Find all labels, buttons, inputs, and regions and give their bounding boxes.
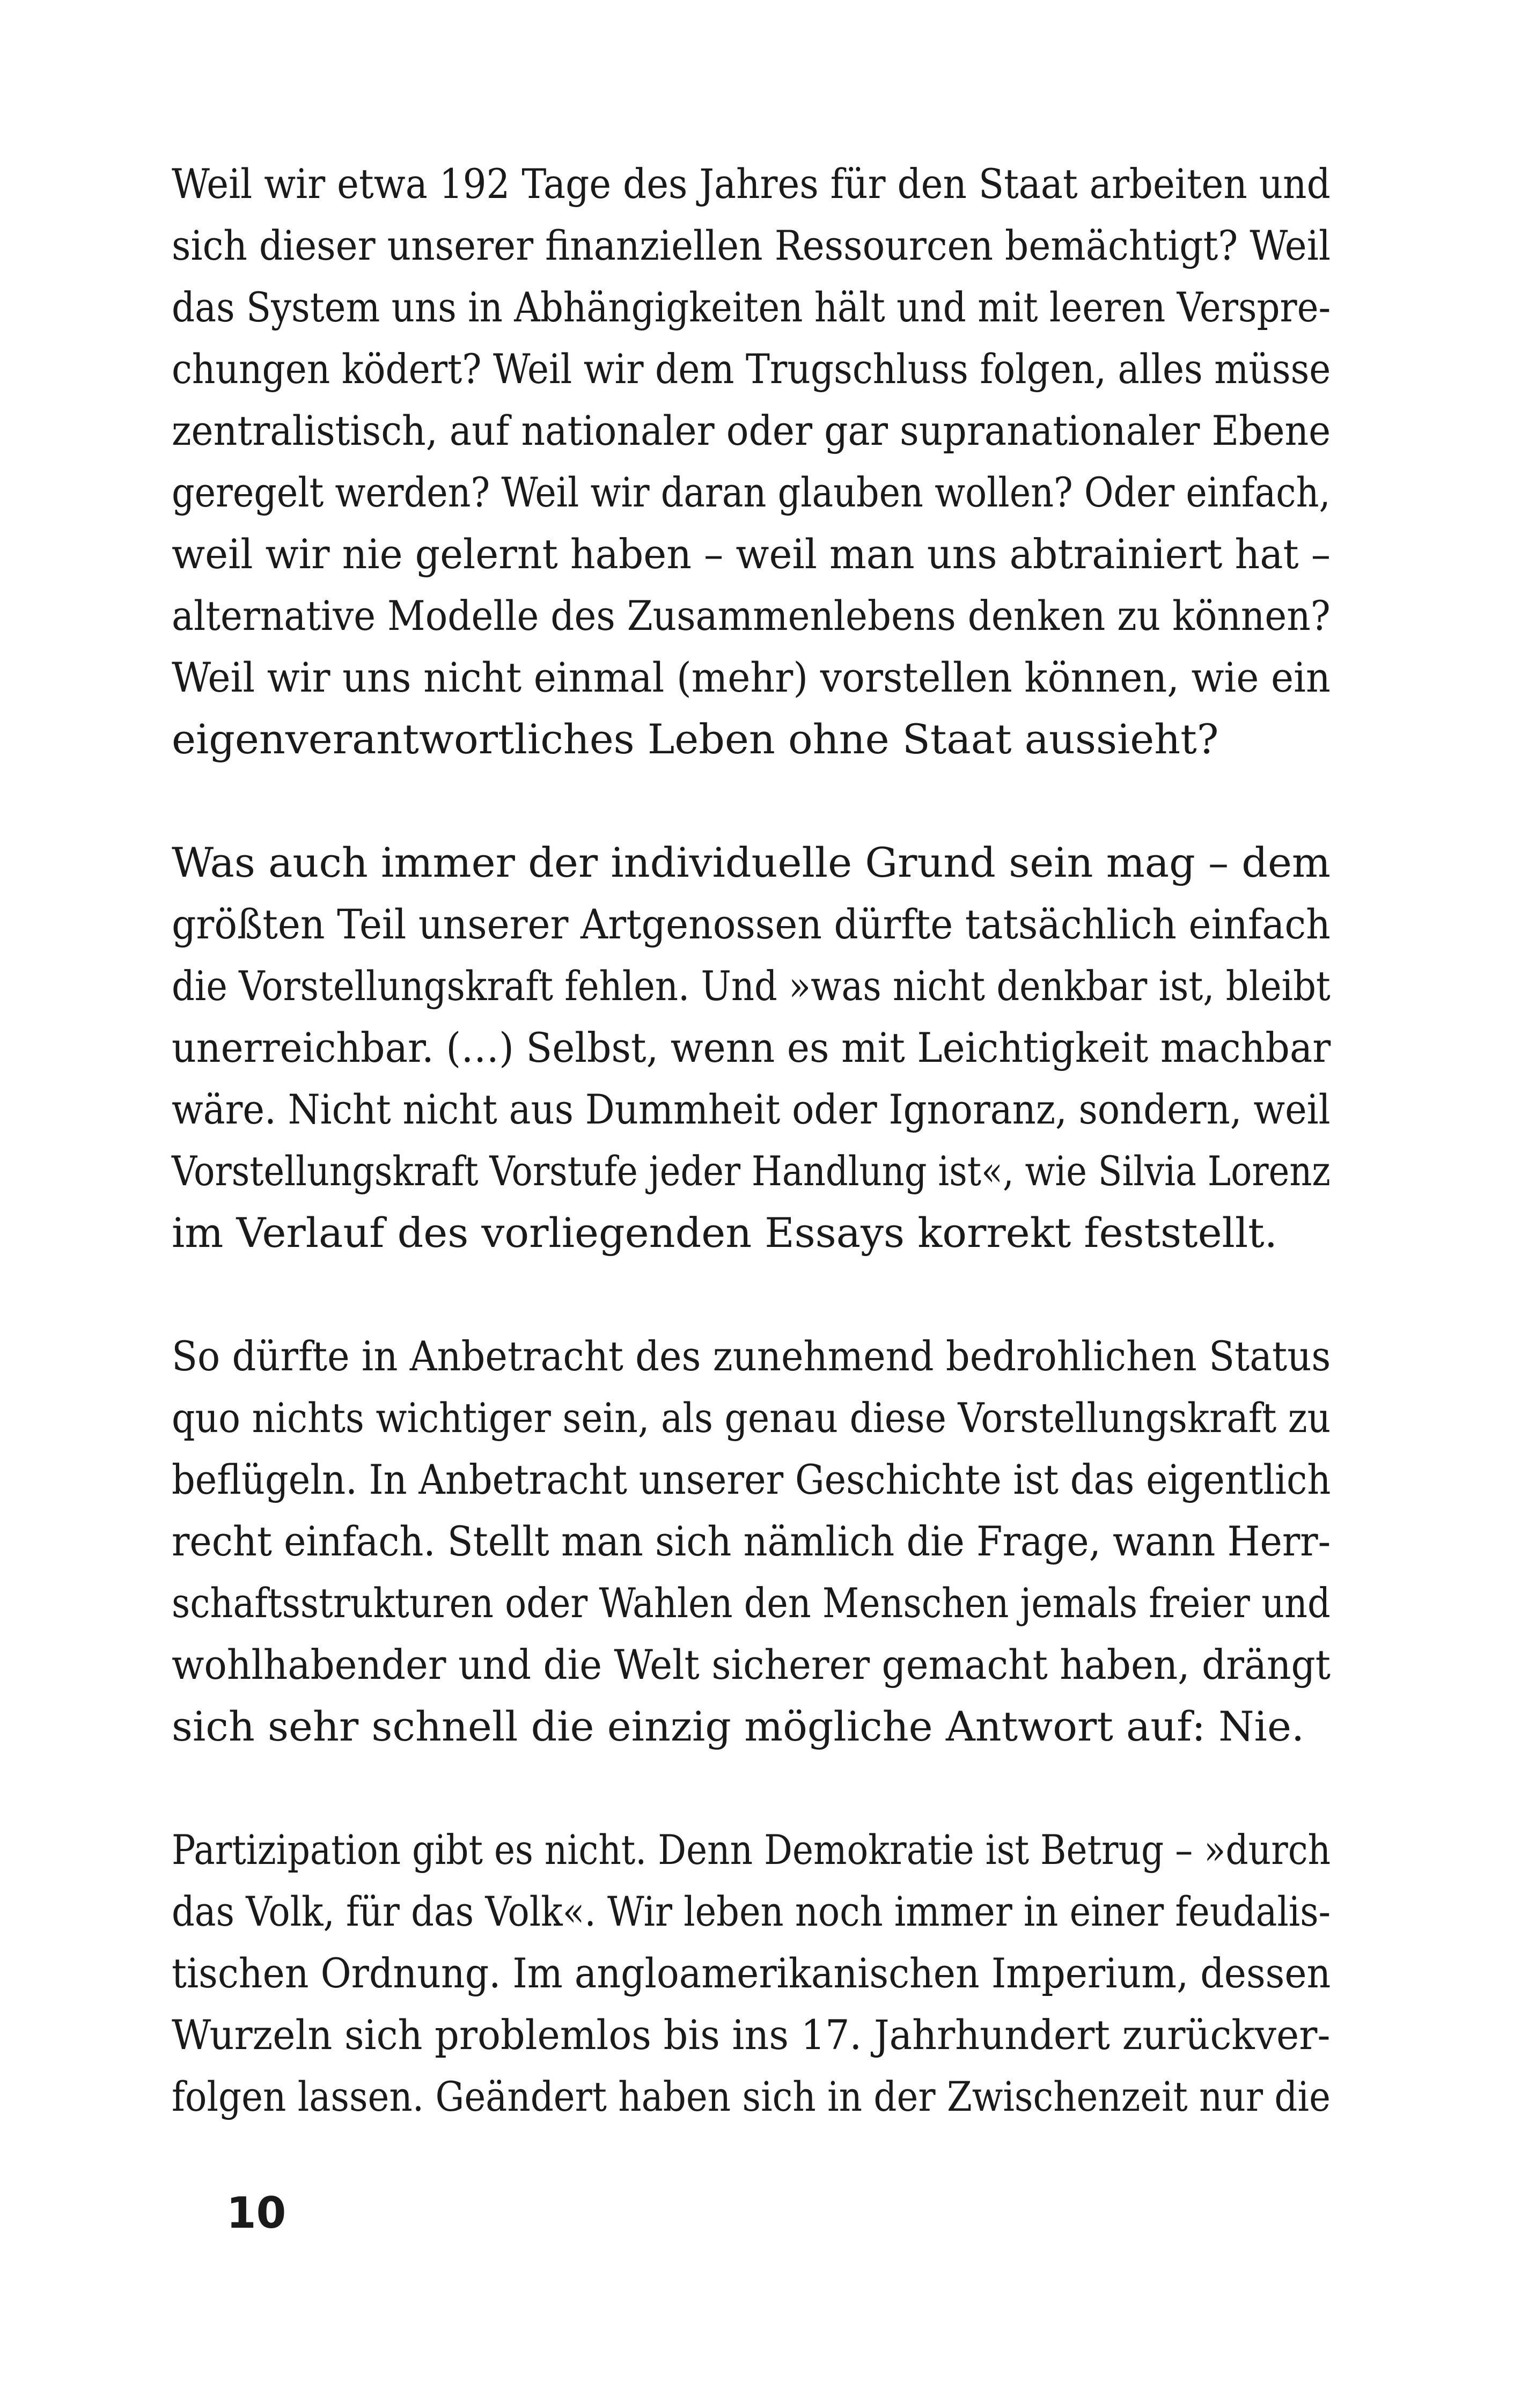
paragraph-1 (172, 153, 1331, 770)
paragraph-spacer (172, 1757, 1331, 1819)
paragraph-spacer (172, 1264, 1331, 1325)
text-line: chungen ködert? Weil wir dem Trugschluss folgen, alles müsse (172, 345, 1331, 393)
paragraph-3 (172, 1325, 1331, 1757)
text-line: sich sehr schnell die einzig mögliche Antwort auf: Nie. (172, 1702, 1305, 1750)
text-line: zentralistisch, auf nationaler oder gar supranationaler Ebene (172, 407, 1331, 454)
text-line: quo nichts wichtiger sein, als genau diese Vorstellungskraft zu (172, 1394, 1331, 1442)
text-line: schaftsstrukturen oder Wahlen den Menschen jemals freier und (172, 1579, 1331, 1627)
text-line: tischen Ordnung. Im angloamerikanischen Imperium, dessen (172, 1949, 1331, 1997)
text-line: geregelt werden? Weil wir daran glauben wollen? Oder einfach, (172, 468, 1331, 516)
text-line: Was auch immer der individuelle Grund sein mag – dem (172, 839, 1331, 886)
text-line: alternative Modelle des Zusammenlebens denken zu können? (172, 592, 1331, 640)
text-line: wäre. Nicht nicht aus Dummheit oder Ignoranz, sondern, weil (172, 1085, 1331, 1133)
text-line: Vorstellungskraft Vorstufe jeder Handlung ist«, wie Silvia Lorenz (172, 1147, 1331, 1195)
text-line: im Verlauf des vorliegenden Essays korrekt feststellt. (172, 1209, 1277, 1257)
text-line: Wurzeln sich problemlos bis ins 17. Jahrhundert zurückver- (172, 2011, 1331, 2059)
text-line: Partizipation gibt es nicht. Denn Demokratie ist Betrug – »durch (172, 1826, 1331, 1874)
text-line: Weil wir etwa 192 Tage des Jahres für den Staat arbeiten und (172, 160, 1331, 208)
text-line: recht einfach. Stellt man sich nämlich die Frage, wann Herr- (172, 1517, 1331, 1565)
paragraph-4 (172, 1819, 1331, 2127)
text-line: größten Teil unserer Artgenossen dürfte tatsächlich einfach (172, 900, 1331, 948)
text-line: unerreichbar. (…) Selbst, wenn es mit Leichtigkeit machbar (172, 1024, 1331, 1071)
text-line: eigenverantwortliches Leben ohne Staat aussieht? (172, 715, 1219, 763)
text-line: das Volk, für das Volk«. Wir leben noch immer in einer feudalis- (172, 1888, 1331, 1935)
text-line: beflügeln. In Anbetracht unserer Geschichte ist das eigentlich (172, 1456, 1331, 1503)
text-line: Weil wir uns nicht einmal (mehr) vorstellen können, wie ein (172, 654, 1331, 701)
paragraph-spacer (172, 770, 1331, 832)
text-line: sich dieser unserer finanziellen Ressourcen bemächtigt? Weil (172, 222, 1331, 269)
text-line: die Vorstellungskraft fehlen. Und »was nicht denkbar ist, bleibt (172, 962, 1331, 1010)
text-line: So dürfte in Anbetracht des zunehmend bedrohlichen Status (172, 1332, 1331, 1380)
text-line: weil wir nie gelernt haben – weil man uns abtrainiert hat – (172, 530, 1331, 578)
body-text (172, 153, 1331, 2127)
text-line: das System uns in Abhängigkeiten hält und mit leeren Verspre- (172, 283, 1331, 331)
paragraph-2 (172, 832, 1331, 1264)
text-line: wohlhabender und die Welt sicherer gemacht haben, drängt (172, 1641, 1331, 1688)
text-line: folgen lassen. Geändert haben sich in der Zwischenzeit nur die (172, 2073, 1331, 2120)
page-number: 10 (226, 2188, 286, 2238)
